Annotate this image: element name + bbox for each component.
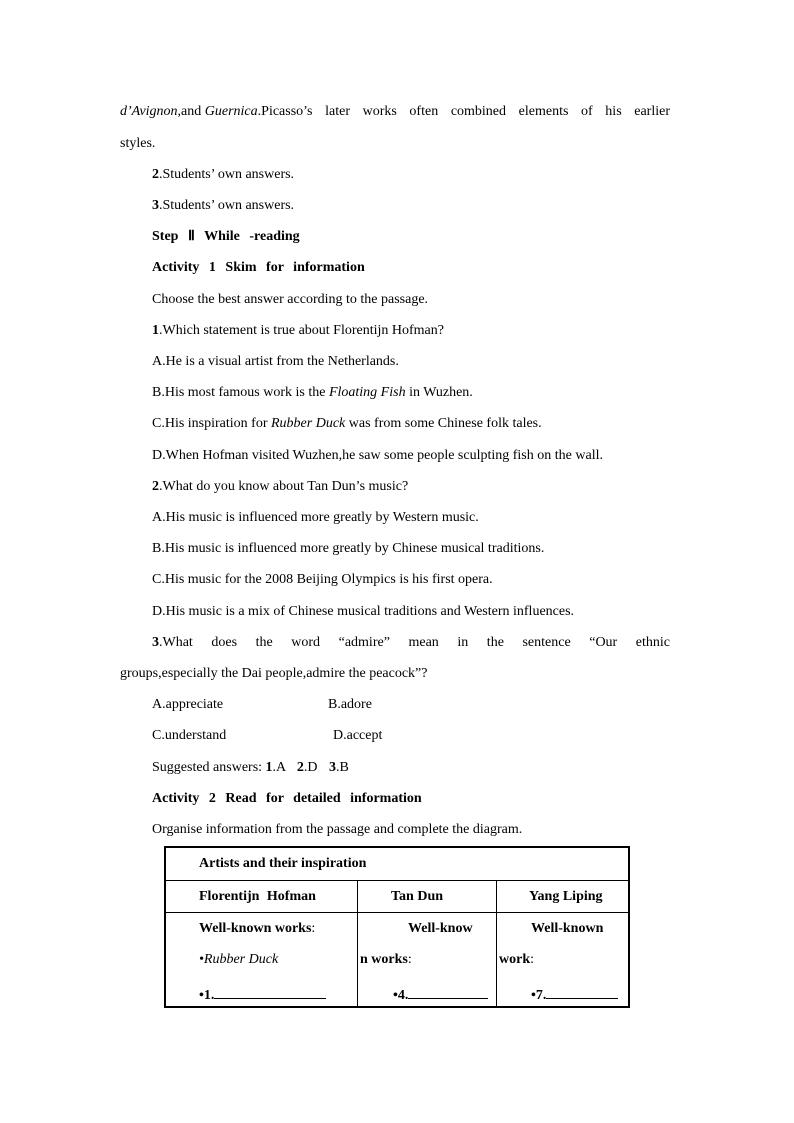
text: •1. xyxy=(199,987,215,1003)
work-title: Floating Fish xyxy=(328,385,406,400)
q1-option-a: A.He is a visual artist from the Netherlands. xyxy=(152,354,399,369)
q3-option-b: B.adore xyxy=(328,697,372,712)
text: Well-known works xyxy=(199,920,312,936)
question-number: 2 xyxy=(152,479,159,494)
question-text: .What does the word “admire” mean in the sentence “Our ethnic xyxy=(159,635,670,650)
header-label: Yang Liping xyxy=(529,888,603,904)
works-label: Well-known xyxy=(531,920,604,936)
table-title-cell xyxy=(165,847,629,880)
answer-number: 3 xyxy=(152,198,159,213)
text: C.His inspiration for xyxy=(152,416,271,431)
q1-option-d: D.When Hofman visited Wuzhen,he saw some people sculpting fish on the wall. xyxy=(152,448,603,463)
q2-option-a: A.His music is influenced more greatly by Western music. xyxy=(152,510,479,525)
q2-option-d: D.His music is a mix of Chinese musical traditions and Western influences. xyxy=(152,604,575,619)
header-yang-liping xyxy=(497,880,630,912)
cell-tan-dun-works xyxy=(358,912,497,1007)
works-label xyxy=(199,921,315,937)
activity-2-heading: Activity 2 Read for detailed information xyxy=(152,791,422,806)
activity-1-instruction: Choose the best answer according to the passage. xyxy=(152,292,429,307)
text: : xyxy=(530,951,535,967)
q3-option-c: C.understand xyxy=(152,728,227,743)
step-heading: Step Ⅱ While -reading xyxy=(152,229,300,244)
answer-3 xyxy=(152,197,294,215)
question-1 xyxy=(152,322,444,340)
works-label-cont xyxy=(499,952,534,968)
blank-4 xyxy=(393,984,488,1004)
q1-option-c xyxy=(152,415,542,433)
question-number: 3 xyxy=(152,635,159,650)
text: in Wuzhen. xyxy=(405,385,473,400)
answer-value: .B xyxy=(336,760,349,775)
q1-option-b xyxy=(152,384,473,402)
answer-blank[interactable] xyxy=(214,984,326,999)
works-label: Well-know xyxy=(408,920,473,936)
passage-line-1-lead xyxy=(120,103,258,121)
header-hofman xyxy=(165,880,358,912)
header-label: Tan Dun xyxy=(391,888,444,904)
text: work xyxy=(499,951,531,967)
text: n works xyxy=(360,951,408,967)
answer-blank[interactable] xyxy=(408,984,488,999)
text: ,and xyxy=(177,104,205,119)
blank-1 xyxy=(199,984,326,1004)
text: : xyxy=(311,920,316,936)
blank-7 xyxy=(531,984,618,1004)
answer-number: 2 xyxy=(152,167,159,182)
text: was from some Chinese folk tales. xyxy=(345,416,542,431)
q3-option-a: A.appreciate xyxy=(152,697,224,712)
title-guernica: Guernica xyxy=(204,104,258,119)
suggested-answers xyxy=(152,759,349,777)
question-number: 1 xyxy=(152,323,159,338)
work-rubber-duck: •Rubber Duck xyxy=(199,951,279,967)
passage-line-1 xyxy=(120,103,670,121)
header-tan-dun xyxy=(358,880,497,912)
work-title: Rubber Duck xyxy=(271,416,346,431)
artists-diagram-table xyxy=(164,846,630,1008)
question-3-continued: groups,especially the Dai people,admire the peacock”? xyxy=(120,666,428,681)
table-title: Artists and their inspiration xyxy=(199,856,367,871)
answer-2 xyxy=(152,166,294,184)
answer-text: .Students’ own answers. xyxy=(159,167,295,182)
passage-line-2: styles. xyxy=(120,136,156,151)
answer-text: .Students’ own answers. xyxy=(159,198,295,213)
passage-line-1-rest: .Picasso’s later works often combined elements of his earlier xyxy=(257,104,670,119)
question-text: .What do you know about Tan Dun’s music? xyxy=(159,479,409,494)
answer-number: 1 xyxy=(265,760,273,775)
text: : xyxy=(407,951,412,967)
works-label-cont xyxy=(360,952,412,968)
question-3 xyxy=(152,634,670,652)
answer-number: 3 xyxy=(329,760,337,775)
suggested-label: Suggested answers: xyxy=(152,760,266,775)
text: •7. xyxy=(531,987,547,1003)
q2-option-b: B.His music is influenced more greatly by Chinese musical traditions. xyxy=(152,541,545,556)
header-label: Florentijn Hofman xyxy=(199,888,316,904)
activity-2-instruction: Organise information from the passage and complete the diagram. xyxy=(152,822,523,837)
answer-blank[interactable] xyxy=(546,984,618,999)
answer-value: .D xyxy=(303,760,322,775)
answer-number: 2 xyxy=(296,760,304,775)
answer-value: .A xyxy=(272,760,289,775)
activity-1-heading: Activity 1 Skim for information xyxy=(152,260,365,275)
q3-option-d: D.accept xyxy=(333,728,383,743)
question-2 xyxy=(152,478,408,496)
cell-yang-liping-works xyxy=(497,912,630,1007)
text: B.His most famous work is the xyxy=(152,385,329,400)
cell-hofman-works xyxy=(165,912,358,1007)
text: •4. xyxy=(393,987,409,1003)
q2-option-c: C.His music for the 2008 Beijing Olympics is his first opera. xyxy=(152,572,493,587)
question-text: .Which statement is true about Florentijn Hofman? xyxy=(159,323,444,338)
title-demoiselles: d’Avignon xyxy=(120,104,178,119)
